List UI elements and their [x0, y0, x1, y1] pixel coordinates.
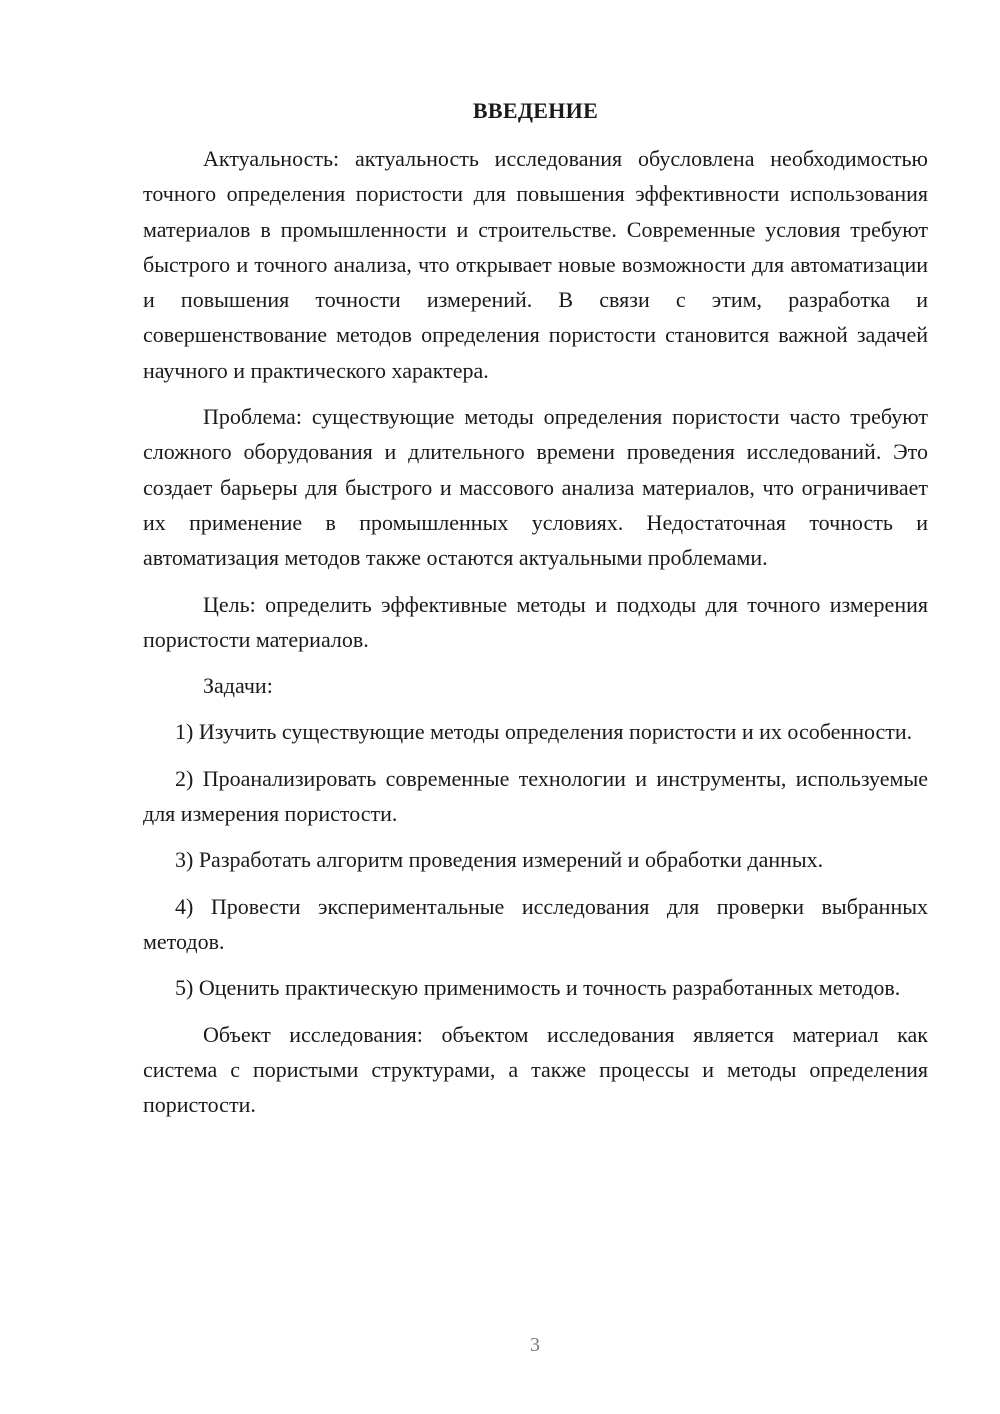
object-paragraph: Объект исследования: объектом исследования является материал как система с пористыми структурами, а также процессы и методы определения пористости. [143, 1021, 928, 1118]
task-item-2: 2) Проанализировать современные технологии и инструменты, используемые для измерения пористости. [143, 765, 928, 827]
task-item-3: 3) Разработать алгоритм проведения измерений и обработки данных. [175, 847, 824, 873]
section-heading: ВВЕДЕНИЕ [472, 98, 599, 123]
task-item-5: 5) Оценить практическую применимость и точность разработанных методов. [175, 975, 901, 1001]
task-item-4: 4) Провести экспериментальные исследования для проверки выбранных методов. [143, 893, 928, 954]
relevance-paragraph: Актуальность: актуальность исследования обусловлена необходимостью точного определения пористости для повышения эффективности использования материалов в промышленности и строительстве. Современные условия требуют быстрого и точного анализа, что открывает новые возможности для автоматизации и повышения точности измерений. В связи с этим, разработка и совершенствование методов определения пористости становится важной задачей научного и практического характера. [143, 146, 928, 383]
document-page [143, 95, 928, 1122]
task-item-1: 1) Изучить существующие методы определения пористости и их особенности. [175, 719, 913, 745]
goal-paragraph: Цель: определить эффективные методы и подходы для точного измерения пористости материалов. [143, 591, 928, 652]
page-number: 3 [530, 1334, 540, 1356]
tasks-heading: Задачи: [203, 673, 273, 699]
problem-paragraph: Проблема: существующие методы определения пористости часто требуют сложного оборудования и длительного времени проведения исследований. Это создает барьеры для быстрого и массового анализа материалов, что ограничивает их применение в промышленных условиях. Недостаточная точность и автоматизация методов также остаются актуальными проблемами. [143, 404, 928, 571]
